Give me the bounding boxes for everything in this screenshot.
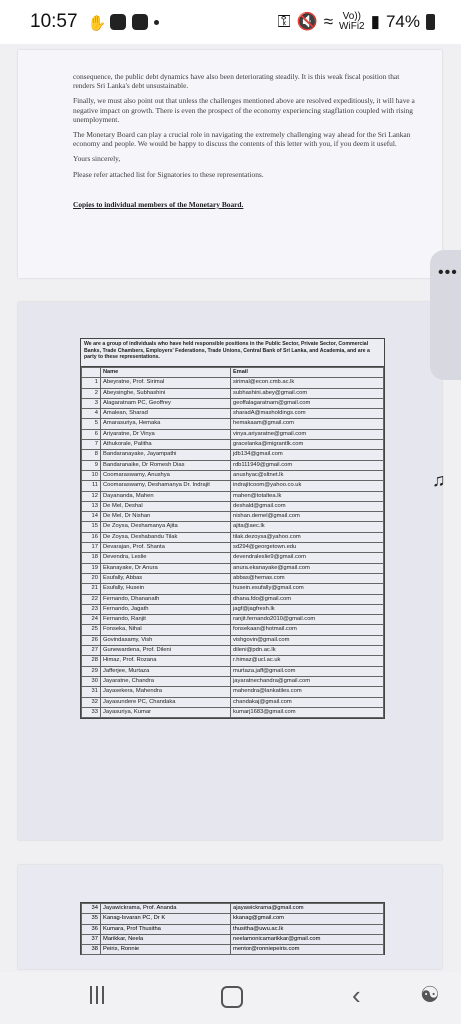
table-row [82,470,384,480]
row-number: 3 [82,398,101,408]
table-row [82,615,384,625]
signatory-name: Dayananda, Mahen [101,491,231,501]
table-row [82,914,384,924]
row-number: 36 [82,924,101,934]
row-number: 18 [82,553,101,563]
row-number: 9 [82,460,101,470]
signatory-email: indrajitcoom@yahoo.co.uk [231,481,384,491]
row-number: 35 [82,914,101,924]
table-row [82,646,384,656]
signatory-name: Jayasuriya, Kumar [101,707,231,717]
column-name: Name [101,368,231,378]
signatory-email: kumarj1683@gmail.com [231,707,384,717]
table-row [82,388,384,398]
signatory-email: tilak.dezoysa@yahoo.com [231,532,384,542]
table-row [82,707,384,717]
signatory-email: husein.esufally@gmail.com [231,584,384,594]
network-top: Vo)) [342,11,361,22]
row-number: 32 [82,697,101,707]
signatory-name: Gunewardena, Prof. Dileni [101,646,231,656]
signatory-name: Alagaratnam PC, Geoffrey [101,398,231,408]
signatory-name: Govindasamy, Vish [101,635,231,645]
table-row [82,532,384,542]
signatory-email: dhana.fdo@gmail.com [231,594,384,604]
signatories-header: We are a group of individuals who have held responsible positions in the Public Sector, Private Sector, Commercial Banks, Trade Chambers, Employers' Federations, Trade Unions, Central Bank of Sri Lanka, and Academia, and are a party to these representations. [81,339,384,367]
row-number: 2 [82,388,101,398]
row-number: 23 [82,604,101,614]
signatory-email: sharadA@masholdings.com [231,409,384,419]
signatory-email: abbas@hemas.com [231,573,384,583]
signatory-name: Fernando, Jagath [101,604,231,614]
signatory-name: Bandaranaike, Dr Romesh Dias [101,460,231,470]
signatories-table-continued [80,902,385,955]
signatory-email: ranjit.fernando2010@gmail.com [231,615,384,625]
app-notification-icon-2 [132,14,148,30]
signatory-email: r.himaz@ucl.ac.uk [231,656,384,666]
signatory-name: De Zoysa, Deshamanya Ajita [101,522,231,532]
navigation-bar [0,972,461,1024]
status-bar [0,0,461,44]
signatory-name: Fonseka, Nihal [101,625,231,635]
app-notification-icon [110,14,126,30]
signatory-name: Amalean, Sharad [101,409,231,419]
table-row [82,522,384,532]
signatory-email: ajita@aec.lk [231,522,384,532]
table-row [82,666,384,676]
network-bottom: WiFi2 [339,21,365,32]
signatory-email: sd294@georgetown.edu [231,543,384,553]
table-row [82,573,384,583]
signatory-email: rdb111949@gmail.com [231,460,384,470]
signatory-name: Devarajan, Prof. Shanta [101,543,231,553]
signatory-email: neelamonicamarikkar@gmail.com [231,934,384,944]
row-number: 37 [82,934,101,944]
document-page-2 [18,302,442,840]
table-row [82,440,384,450]
letter-closing: Yours sincerely, [73,154,121,164]
signatory-name: Amarasuriya, Hemaka [101,419,231,429]
signatories-grid [81,367,384,718]
signatory-name: Coomaraswamy, Anushya [101,470,231,480]
row-number: 12 [82,491,101,501]
table-row [82,512,384,522]
signatory-email: jagf@jagfresh.lk [231,604,384,614]
row-number: 25 [82,625,101,635]
status-right [278,12,435,32]
signatory-email: subhashini.abey@gmail.com [231,388,384,398]
table-row [82,676,384,686]
row-number: 5 [82,419,101,429]
row-number: 26 [82,635,101,645]
read-aloud-icon[interactable]: ♫ [432,470,446,490]
column-number [82,368,101,378]
table-row [82,460,384,470]
recent-bar-icon [102,986,104,1004]
signatory-email: ajayawickrama@gmail.com [231,904,384,914]
battery-icon [426,14,435,30]
signatory-email: gracelanka@migrantlk.com [231,440,384,450]
row-number: 14 [82,512,101,522]
table-row [82,635,384,645]
signatory-name: Jafferjee, Murtaza [101,666,231,676]
mute-icon: 🔇 [296,12,318,31]
letter-copies: Copies to individual members of the Monetary Board. [73,199,244,209]
signatory-email: anura.ekanayake@gmail.com [231,563,384,573]
signatory-name: Esufally, Abbas [101,573,231,583]
signatory-email: hemakaam@gmail.com [231,419,384,429]
signatory-email: vishgovin@gmail.com [231,635,384,645]
wifi-icon: ≈ [323,12,334,31]
signatory-email: sirimal@econ.cmb.ac.lk [231,378,384,388]
signatory-email: mentor@ronniepeiris.com [231,945,384,955]
table-row [82,491,384,501]
table-row [82,543,384,553]
row-number: 1 [82,378,101,388]
row-number: 30 [82,676,101,686]
row-number: 27 [82,646,101,656]
more-notifications-dot [154,20,159,25]
letter-paragraph: Finally, we must also point out that unless the challenges mentioned above are resolved expeditiously, it will have a negative impact on growth. There is even the prospect of the economy experiencing stagflation coupled with rising unemployment. [73,96,415,124]
table-row [82,584,384,594]
signatory-email: chandakaj@gmail.com [231,697,384,707]
row-number: 13 [82,501,101,511]
signatory-email: mahendra@lankatiles.com [231,687,384,697]
recent-bar-icon [96,986,98,1004]
signatory-name: Devendra, Leslie [101,553,231,563]
table-row [82,934,384,944]
table-row [82,429,384,439]
network-label [339,12,365,32]
recent-apps-button[interactable] [90,986,108,1004]
table-row [82,594,384,604]
table-header-row [82,368,384,378]
signatory-email: fonsekaan@hotmail.com [231,625,384,635]
table-row [82,604,384,614]
row-number: 21 [82,584,101,594]
signatory-email: nishan.demel@gmail.com [231,512,384,522]
document-page-1 [18,50,442,278]
row-number: 31 [82,687,101,697]
battery-percent: 74% [385,12,420,31]
row-number: 38 [82,945,101,955]
signatory-name: Himaz, Prof. Rozana [101,656,231,666]
table-row [82,924,384,934]
recent-bar-icon [90,986,92,1004]
table-row [82,398,384,408]
signatory-email: thusitha@uwu.ac.lk [231,924,384,934]
signatory-name: Fernando, Ranjit [101,615,231,625]
signatory-name: Abeyratne, Prof. Sirimal [101,378,231,388]
signatory-name: Fernando, Dhananath [101,594,231,604]
row-number: 16 [82,532,101,542]
row-number: 22 [82,594,101,604]
signatory-name: De Mel, Deshal [101,501,231,511]
accessibility-button[interactable]: ☯ [420,982,440,1007]
row-number: 6 [82,429,101,439]
signatories-table [80,338,385,719]
key-icon: ⚿ [277,12,291,31]
letter-signatories-note: Please refer attached list for Signatories to these representations. [73,169,264,179]
row-number: 4 [82,409,101,419]
signatory-email: vinya.ariyaratne@gmail.com [231,429,384,439]
table-row [82,563,384,573]
table-row [82,378,384,388]
letter-body [73,72,418,215]
signatory-name: Jayawickrama, Prof. Ananda [101,904,231,914]
row-number: 8 [82,450,101,460]
status-left [30,11,159,33]
signatory-name: Marikkar, Neela [101,934,231,944]
signatory-email: deshald@gmail.com [231,501,384,511]
signatory-name: Esufally, Husein [101,584,231,594]
table-row [82,481,384,491]
table-row [82,687,384,697]
signatory-name: Kumara, Prof Thusitha [101,924,231,934]
signatory-name: Jayasekera, Mahendra [101,687,231,697]
signatory-name: Athukorale, Palitha [101,440,231,450]
table-row [82,945,384,955]
table-row [82,450,384,460]
table-row [82,697,384,707]
table-row [82,553,384,563]
signatory-name: Coomaraswamy, Deshamanya Dr. Indrajit [101,481,231,491]
table-row [82,625,384,635]
signatory-email: geoffalagaratnam@gmail.com [231,398,384,408]
hand-icon: ✋ [87,15,107,32]
letter-paragraph: The Monetary Board can play a crucial role in navigating the extremely challenging way ahead for the Sri Lankan economy and people. We would be happy to discuss the contents of this letter with you, if you deem it useful. [73,130,411,149]
row-number: 17 [82,543,101,553]
letter-paragraph: consequence, the public debt dynamics have also been deteriorating steadily. It is this weak fiscal position that renders Sri Lanka's debt unsustainable. [73,72,400,91]
row-number: 20 [82,573,101,583]
signatory-email: jayaratnechandra@gmail.com [231,676,384,686]
more-icon: ••• [438,264,458,281]
table-row [82,409,384,419]
row-number: 11 [82,481,101,491]
signatory-name: Jayasundere PC, Chandaka [101,697,231,707]
more-options-button[interactable] [430,250,461,380]
signatory-email: anushyac@sltnet.lk [231,470,384,480]
signatory-name: Bandaranayake, Jayampathi [101,450,231,460]
table-row [82,656,384,666]
signatory-name: Ekanayake, Dr Anura [101,563,231,573]
signal-icon: ▮ [370,12,380,31]
signatory-email: mahen@totaltea.lk [231,491,384,501]
signatory-email: devendraleslie9@gmail.com [231,553,384,563]
table-row [82,904,384,914]
signatory-name: Ariyaratne, Dr Vinya [101,429,231,439]
signatory-email: kkanag@gmail.com [231,914,384,924]
signatory-email: dileni@pdn.ac.lk [231,646,384,656]
signatory-name: Jayaratne, Chandra [101,676,231,686]
row-number: 19 [82,563,101,573]
row-number: 33 [82,707,101,717]
signatory-name: Peiris, Ronnie [101,945,231,955]
signatory-name: Kanag-Isvaran PC, Dr K [101,914,231,924]
row-number: 15 [82,522,101,532]
signatory-name: Abeysinghe, Subhashini [101,388,231,398]
signatory-name: De Mel, Dr Nishan [101,512,231,522]
row-number: 34 [82,904,101,914]
document-page-3 [18,865,442,969]
home-button[interactable] [221,986,243,1008]
signatory-email: jdb134@gmail.com [231,450,384,460]
status-time: 10:57 [30,11,78,32]
row-number: 29 [82,666,101,676]
row-number: 24 [82,615,101,625]
signatory-name: De Zoysa, Deshabandu Tilak [101,532,231,542]
row-number: 10 [82,470,101,480]
column-email: Email [231,368,384,378]
table-row [82,501,384,511]
signatory-email: murtaza.jaff@gmail.com [231,666,384,676]
row-number: 7 [82,440,101,450]
row-number: 28 [82,656,101,666]
back-button[interactable]: ‹ [352,980,361,1010]
signatories-grid-continued [81,903,384,955]
table-row [82,419,384,429]
